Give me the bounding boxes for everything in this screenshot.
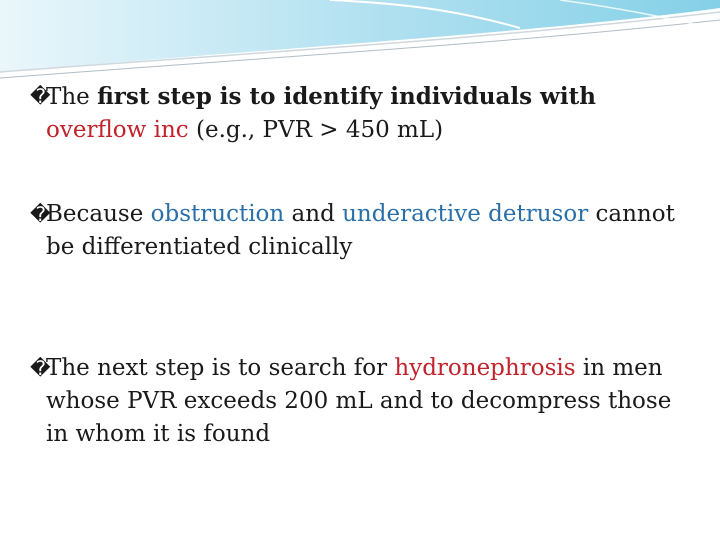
bullet-2-highlight-blue-2: underactive detrusor: [342, 201, 589, 227]
bullet-2-text-tail: cannot be differentiated clinically: [46, 201, 675, 260]
header-wave-decoration: [0, 0, 720, 90]
bullet-1-text-bold: first step is to identify individuals with: [97, 83, 596, 110]
bullet-1-highlight-red: overflow inc: [46, 117, 189, 143]
bullet-marker-icon: �: [30, 202, 51, 226]
bullet-marker-icon: �: [30, 356, 51, 380]
bullet-3-text-tail: in men whose PVR exceeds 200 mL and to decompress those in whom it is found: [46, 355, 672, 447]
bullet-2-highlight-blue-1: obstruction: [150, 201, 285, 227]
bullet-marker-icon: �: [30, 84, 51, 108]
bullet-item-1: [30, 80, 700, 147]
bullet-1-text-tail: (e.g., PVR > 450 mL): [188, 117, 444, 143]
bullet-3-highlight-red: hydronephrosis: [394, 355, 576, 381]
bullet-item-2: [30, 198, 700, 264]
bullet-2-text-plain: Because: [46, 201, 151, 227]
bullet-item-3: [30, 352, 700, 451]
bullet-1-text-plain: The: [46, 84, 98, 110]
bullet-2-text-join: and: [284, 201, 343, 227]
bullet-3-text-plain: The next step is to search for: [46, 355, 395, 381]
